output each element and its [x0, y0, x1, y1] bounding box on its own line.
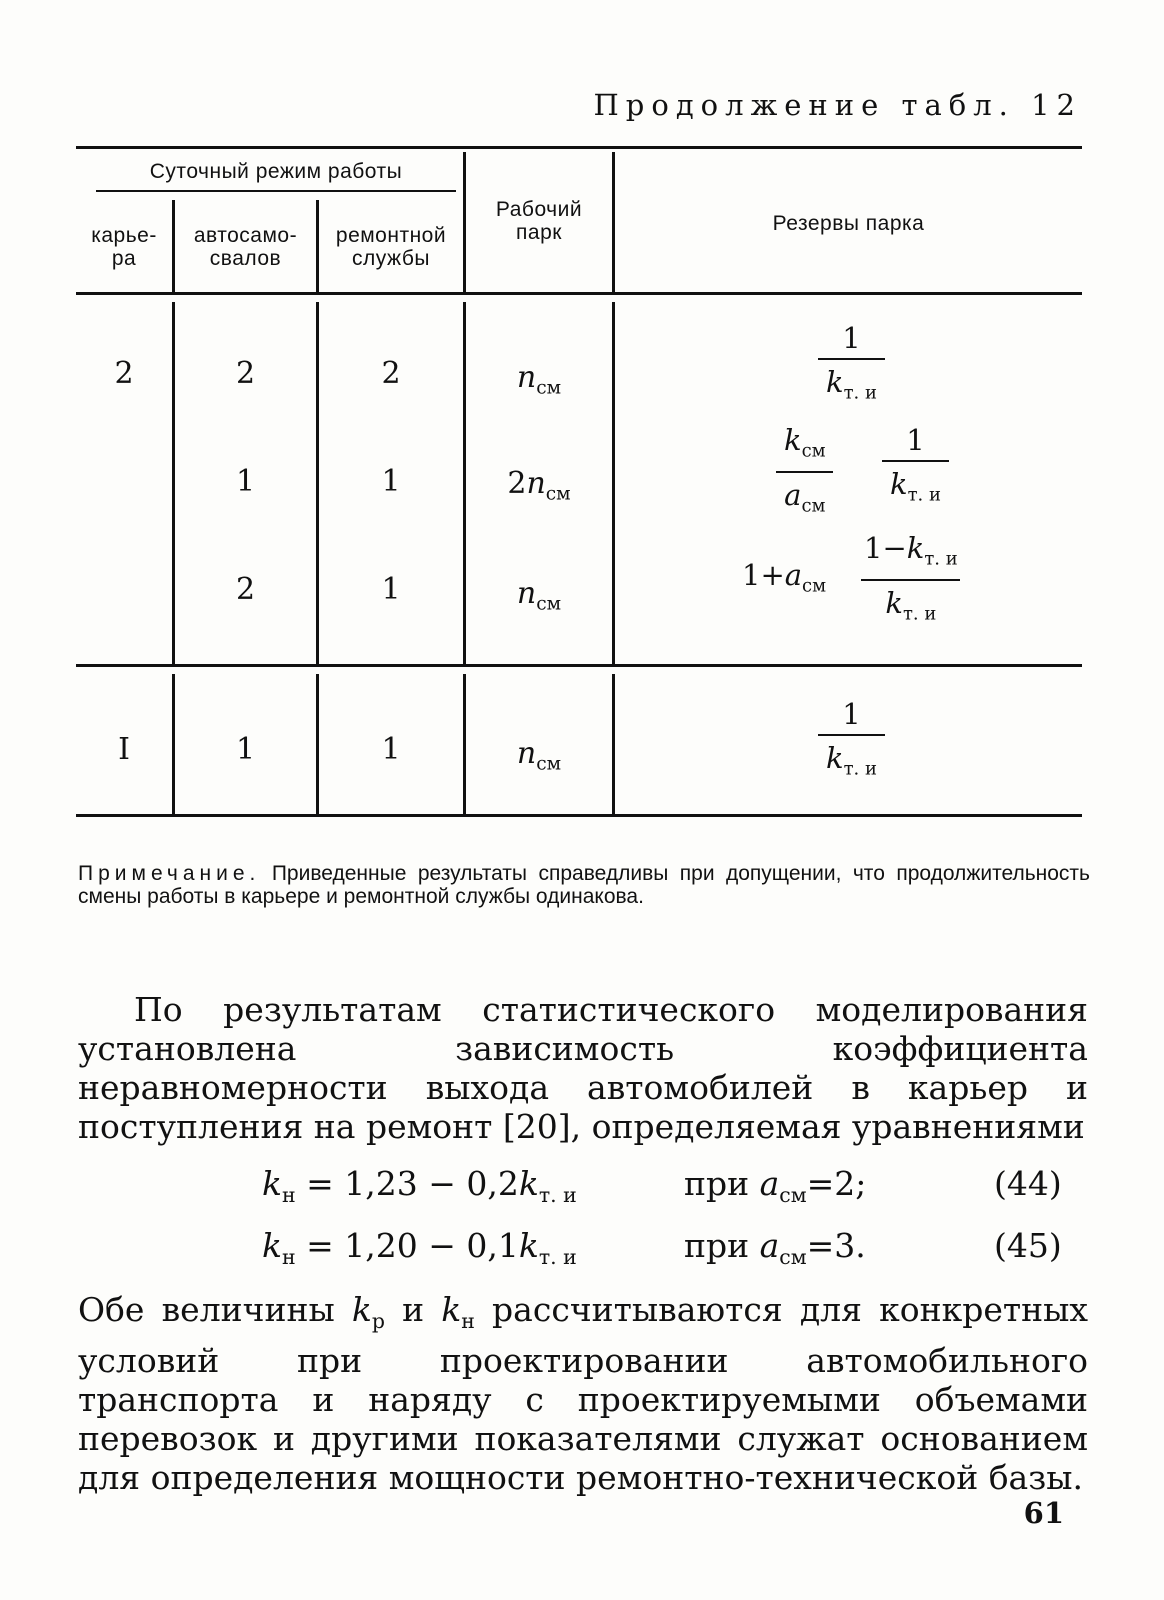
cell-quarry: 2 [114, 356, 134, 391]
table-note: Примечание. Приведенные результаты справедливы при допущении, что продолжительность смены работы в карьере и ремонтной службы одинакова. [78, 862, 1090, 908]
cell-repair: 1 [381, 464, 401, 499]
table-top-rule [76, 146, 1082, 149]
cell-working-fleet: $n_{см}$ [516, 576, 562, 615]
cell-working-fleet: $n_{см}$ [516, 736, 562, 775]
body-col-divider [612, 302, 615, 664]
reserve-formula-1: 1 $k_{т. и}$ [818, 322, 885, 409]
header-bottom-rule [76, 292, 1082, 295]
cell-trucks: 2 [235, 572, 256, 607]
header-col-trucks: автосамо- свалов [193, 224, 298, 270]
reserve-formula-2b: 1 $k_{т. и}$ [882, 424, 949, 511]
cell-quarry: I [118, 732, 130, 767]
header-group-label: Суточный режим работы [149, 160, 403, 183]
header-col-working-fleet: Рабочий парк [495, 198, 583, 244]
cell-repair: 1 [381, 732, 401, 767]
reserve-formula-3-prefix: $1+a_{см}$ [742, 558, 827, 597]
header-col-fleet-reserves: Резервы парка [772, 212, 925, 235]
group-header-rule [96, 190, 456, 192]
equation-45: $k_н = 1,20 - 0,1k_{т. и}$ [262, 1226, 577, 1270]
cell-trucks: 1 [235, 464, 256, 499]
cell-working-fleet: $n_{см}$ [516, 360, 562, 399]
reserve-formula-4: 1 $k_{т. и}$ [818, 698, 885, 785]
equation-44: $k_н = 1,23 - 0,2k_{т. и}$ [262, 1164, 577, 1208]
cell-repair: 1 [381, 572, 401, 607]
header-col-repair: ремонтной службы [335, 224, 447, 270]
body-col-divider [612, 674, 615, 814]
equation-45-number: (45) [994, 1226, 1062, 1265]
table-caption: Продолжение табл. 12 [593, 88, 1082, 122]
body-paragraph-1: По результатам статистического моделирования установлена зависимость коэффициента неравномерности выхода автомобилей в карьер и поступления на ремонт [20], определяемая уравнениями [78, 990, 1088, 1146]
header-col-quarry: карье- ра [91, 224, 157, 270]
equation-45-condition: при $a_{см}=3$. [684, 1226, 866, 1270]
equation-44-condition: при $a_{см}=2$; [684, 1164, 867, 1208]
reserve-formula-3: $1-k_{т. и}$ $k_{т. и}$ [856, 532, 966, 631]
cell-trucks: 1 [235, 732, 256, 767]
cell-working-fleet: $2n_{см}$ [507, 466, 571, 505]
cell-repair: 2 [381, 356, 401, 391]
page-number: 61 [1023, 1496, 1064, 1530]
body-paragraph-2: Обе величины $k_р$ и $k_н$ рассчитываются для конкретных условий при проектировании автомобильного транспорта и наряду с проектируемыми объемами перевозок и другими показателями служат основанием для определения мощности ремонтно-технической базы. [78, 1290, 1088, 1498]
reserve-formula-2a: $k_{см}$ $a_{см}$ [776, 424, 834, 523]
cell-trucks: 2 [235, 356, 256, 391]
block-divider-rule [76, 664, 1082, 667]
table-bottom-rule [76, 814, 1082, 817]
equation-44-number: (44) [994, 1164, 1062, 1203]
